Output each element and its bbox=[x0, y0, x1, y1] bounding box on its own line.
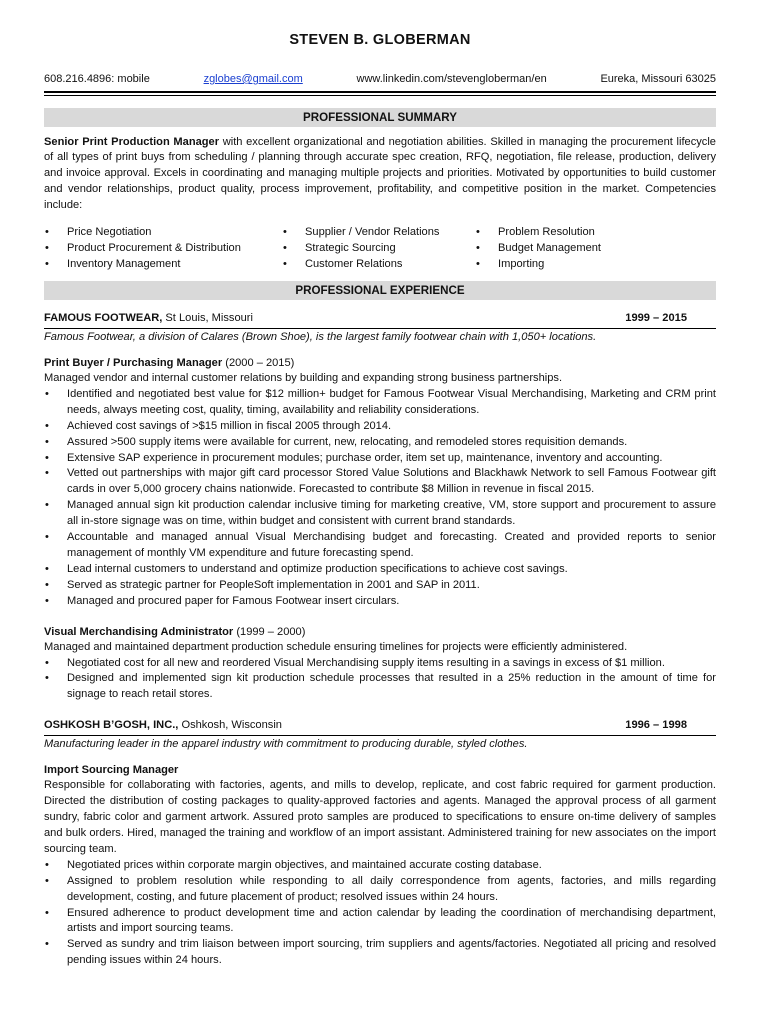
role-print-buyer bbox=[44, 355, 716, 610]
role-bullets bbox=[44, 858, 716, 969]
employment-dates: 1996 – 1998 bbox=[625, 719, 687, 732]
role-years: (2000 – 2015) bbox=[222, 357, 295, 370]
competency-item: • Budget Management bbox=[475, 240, 716, 256]
summary-section bbox=[44, 135, 716, 273]
bullet-item: • Managed and procured paper for Famous Footwear insert circulars. bbox=[44, 594, 716, 610]
bullet-item: • Accountable and managed annual Visual Merchandising budget and forecasting. Created and provided reports to senior management of monthly VM expenditure and future forecasting spend. bbox=[44, 530, 716, 562]
bullet-item: • Vetted out partnerships with major gift card processor Stored Value Solutions and Blackhawk Network to sell Famous Footwear gift cards in over 5,000 grocery chains nationwide. Forecasted to contribute $8 Million in revenue in fiscal 2015. bbox=[44, 466, 716, 498]
company-description: Manufacturing leader in the apparel industry with commitment to producing durable, styled clothes. bbox=[44, 738, 528, 751]
competency-item: • Importing bbox=[475, 256, 716, 272]
location: Eureka, Missouri 63025 bbox=[600, 73, 716, 85]
linkedin-url: www.linkedin.com/stevengloberman/en bbox=[356, 73, 547, 85]
competency-item: • Supplier / Vendor Relations bbox=[282, 224, 475, 240]
bullet-item: • Extensive SAP experience in procurement modules; purchase order, item set up, maintenance, inventory and accounting. bbox=[44, 451, 716, 467]
role-summary: Managed and maintained department production schedule ensuring timelines for projects were efficiently administered. bbox=[44, 640, 628, 653]
bullet-item: • Managed annual sign kit production calendar inclusive timing for marketing creative, VM, store support and procurement to assure all in-store signage was on time, within budget and consistent with current brand standards. bbox=[44, 498, 716, 530]
role-bullets bbox=[44, 387, 716, 610]
bullet-item: • Served as strategic partner for PeopleSoft implementation in 2001 and SAP in 2011. bbox=[44, 578, 716, 594]
competencies-grid bbox=[44, 224, 716, 272]
phone-number: 608.216.4896: mobile bbox=[44, 73, 150, 85]
bullet-item: • Identified and negotiated best value for $12 million+ budget for Famous Footwear Visual Merchandising, Marketing and CRM print needs, always meeting cost, quality, timing, availability and reliability considerations. bbox=[44, 387, 716, 419]
competency-item: • Problem Resolution bbox=[475, 224, 716, 240]
competency-item: • Price Negotiation bbox=[44, 224, 282, 240]
company-line bbox=[44, 717, 687, 733]
section-heading-experience: PROFESSIONAL EXPERIENCE bbox=[44, 281, 716, 300]
company-place: St Louis, Missouri bbox=[162, 312, 253, 325]
role-summary: Managed vendor and internal customer relations by building and expanding strong business partnerships. bbox=[44, 372, 563, 385]
bullet-item: • Negotiated prices within corporate margin objectives, and maintained accurate costing database. bbox=[44, 858, 716, 874]
role-title: Visual Merchandising Administrator bbox=[44, 625, 234, 638]
company-line bbox=[44, 310, 687, 326]
role-summary: Responsible for collaborating with factories, agents, and mills to develop, replicate, and cost fabric required for garment production. Directed the distribution of costing packages to quality-approved factories and agents. Managed the approval process of all garment sundry, fabric color and garment artwork. Assured proto samples are produced to specifications to ensure on-time delivery of samples and bulk orders. Hired, managed the training and workflow of an import assistant. Administered training for new associates on the import sourcing team. bbox=[44, 779, 716, 855]
competencies-column-3 bbox=[475, 224, 716, 272]
bullet-item: • Achieved cost savings of >$15 million in fiscal 2005 through 2014. bbox=[44, 419, 716, 435]
job-oshkosh bbox=[44, 717, 716, 969]
summary-paragraph bbox=[44, 135, 716, 215]
bullet-item: • Lead internal customers to understand and optimize production specifications to achieve cost savings. bbox=[44, 562, 716, 578]
bullet-item: • Assured >500 supply items were available for current, new, relocating, and remodeled stores requisition demands. bbox=[44, 435, 716, 451]
company-name-place bbox=[44, 717, 282, 733]
competency-item: • Inventory Management bbox=[44, 256, 282, 272]
role-bullets bbox=[44, 656, 716, 704]
bullet-item: • Negotiated cost for all new and reordered Visual Merchandising supply items resulting in a savings in excess of $1 million. bbox=[44, 656, 716, 672]
role-import-sourcing bbox=[44, 762, 716, 969]
role-title-line bbox=[44, 624, 716, 640]
company-place: Oshkosh, Wisconsin bbox=[178, 719, 282, 732]
role-title: Import Sourcing Manager bbox=[44, 764, 179, 777]
role-years: (1999 – 2000) bbox=[233, 625, 306, 638]
competency-item: • Product Procurement & Distribution bbox=[44, 240, 282, 256]
role-title: Print Buyer / Purchasing Manager bbox=[44, 357, 223, 370]
role-vm-administrator bbox=[44, 624, 716, 704]
company-name: OSHKOSH B’GOSH, INC., bbox=[44, 719, 179, 732]
section-heading-summary: PROFESSIONAL SUMMARY bbox=[44, 108, 716, 127]
competency-item: • Customer Relations bbox=[282, 256, 475, 272]
role-title-line bbox=[44, 355, 716, 371]
bullet-item: • Ensured adherence to product development time and action calendar by leading the coordination of merchandising department, artists and import sourcing teams. bbox=[44, 906, 716, 938]
employment-dates: 1999 – 2015 bbox=[625, 312, 687, 325]
contact-line bbox=[44, 72, 716, 88]
competencies-column-2 bbox=[282, 224, 475, 272]
company-name-place bbox=[44, 310, 253, 326]
email-link[interactable]: zglobes@gmail.com bbox=[203, 73, 303, 85]
company-name: FAMOUS FOOTWEAR, bbox=[44, 312, 163, 325]
company-description: Famous Footwear, a division of Calares (Brown Shoe), is the largest family footwear chain with 1,050+ locations. bbox=[44, 331, 597, 344]
competencies-column-1 bbox=[44, 224, 282, 272]
bullet-item: • Designed and implemented sign kit production schedule processes that resulted in a 25% reduction in the amount of time for signage to reach retail stores. bbox=[44, 671, 716, 703]
competency-item: • Strategic Sourcing bbox=[282, 240, 475, 256]
bullet-item: • Served as sundry and trim liaison between import sourcing, trim suppliers and agents/factories. Negotiated all pricing and resolved pending issues within 24 hours. bbox=[44, 937, 716, 969]
role-title-line bbox=[44, 762, 716, 778]
summary-lead: Senior Print Production Manager bbox=[44, 135, 220, 148]
bullet-item: • Assigned to problem resolution while responding to all daily correspondence from agents, factories, and mills regarding development, costing, and future placement of product; resolved issues within 24 hours. bbox=[44, 874, 716, 906]
candidate-name: STEVEN B. GLOBERMAN bbox=[289, 32, 471, 48]
summary-text: with excellent organizational and negotiation abilities. Skilled in managing the procurement lifecycle of all types of print buys from scheduling / planning through accurate spec creation, RFQ, negotiation, file release, production, delivery and invoice approval. Excels in coordinating and managing multiple projects and priorities. Motivated by opportunities to build customer and vendor relationships, product quality, process improvement, profitability, and competitive position in the market. Competencies include: bbox=[44, 135, 716, 212]
job-famous-footwear bbox=[44, 310, 716, 703]
resume-page bbox=[44, 30, 716, 969]
